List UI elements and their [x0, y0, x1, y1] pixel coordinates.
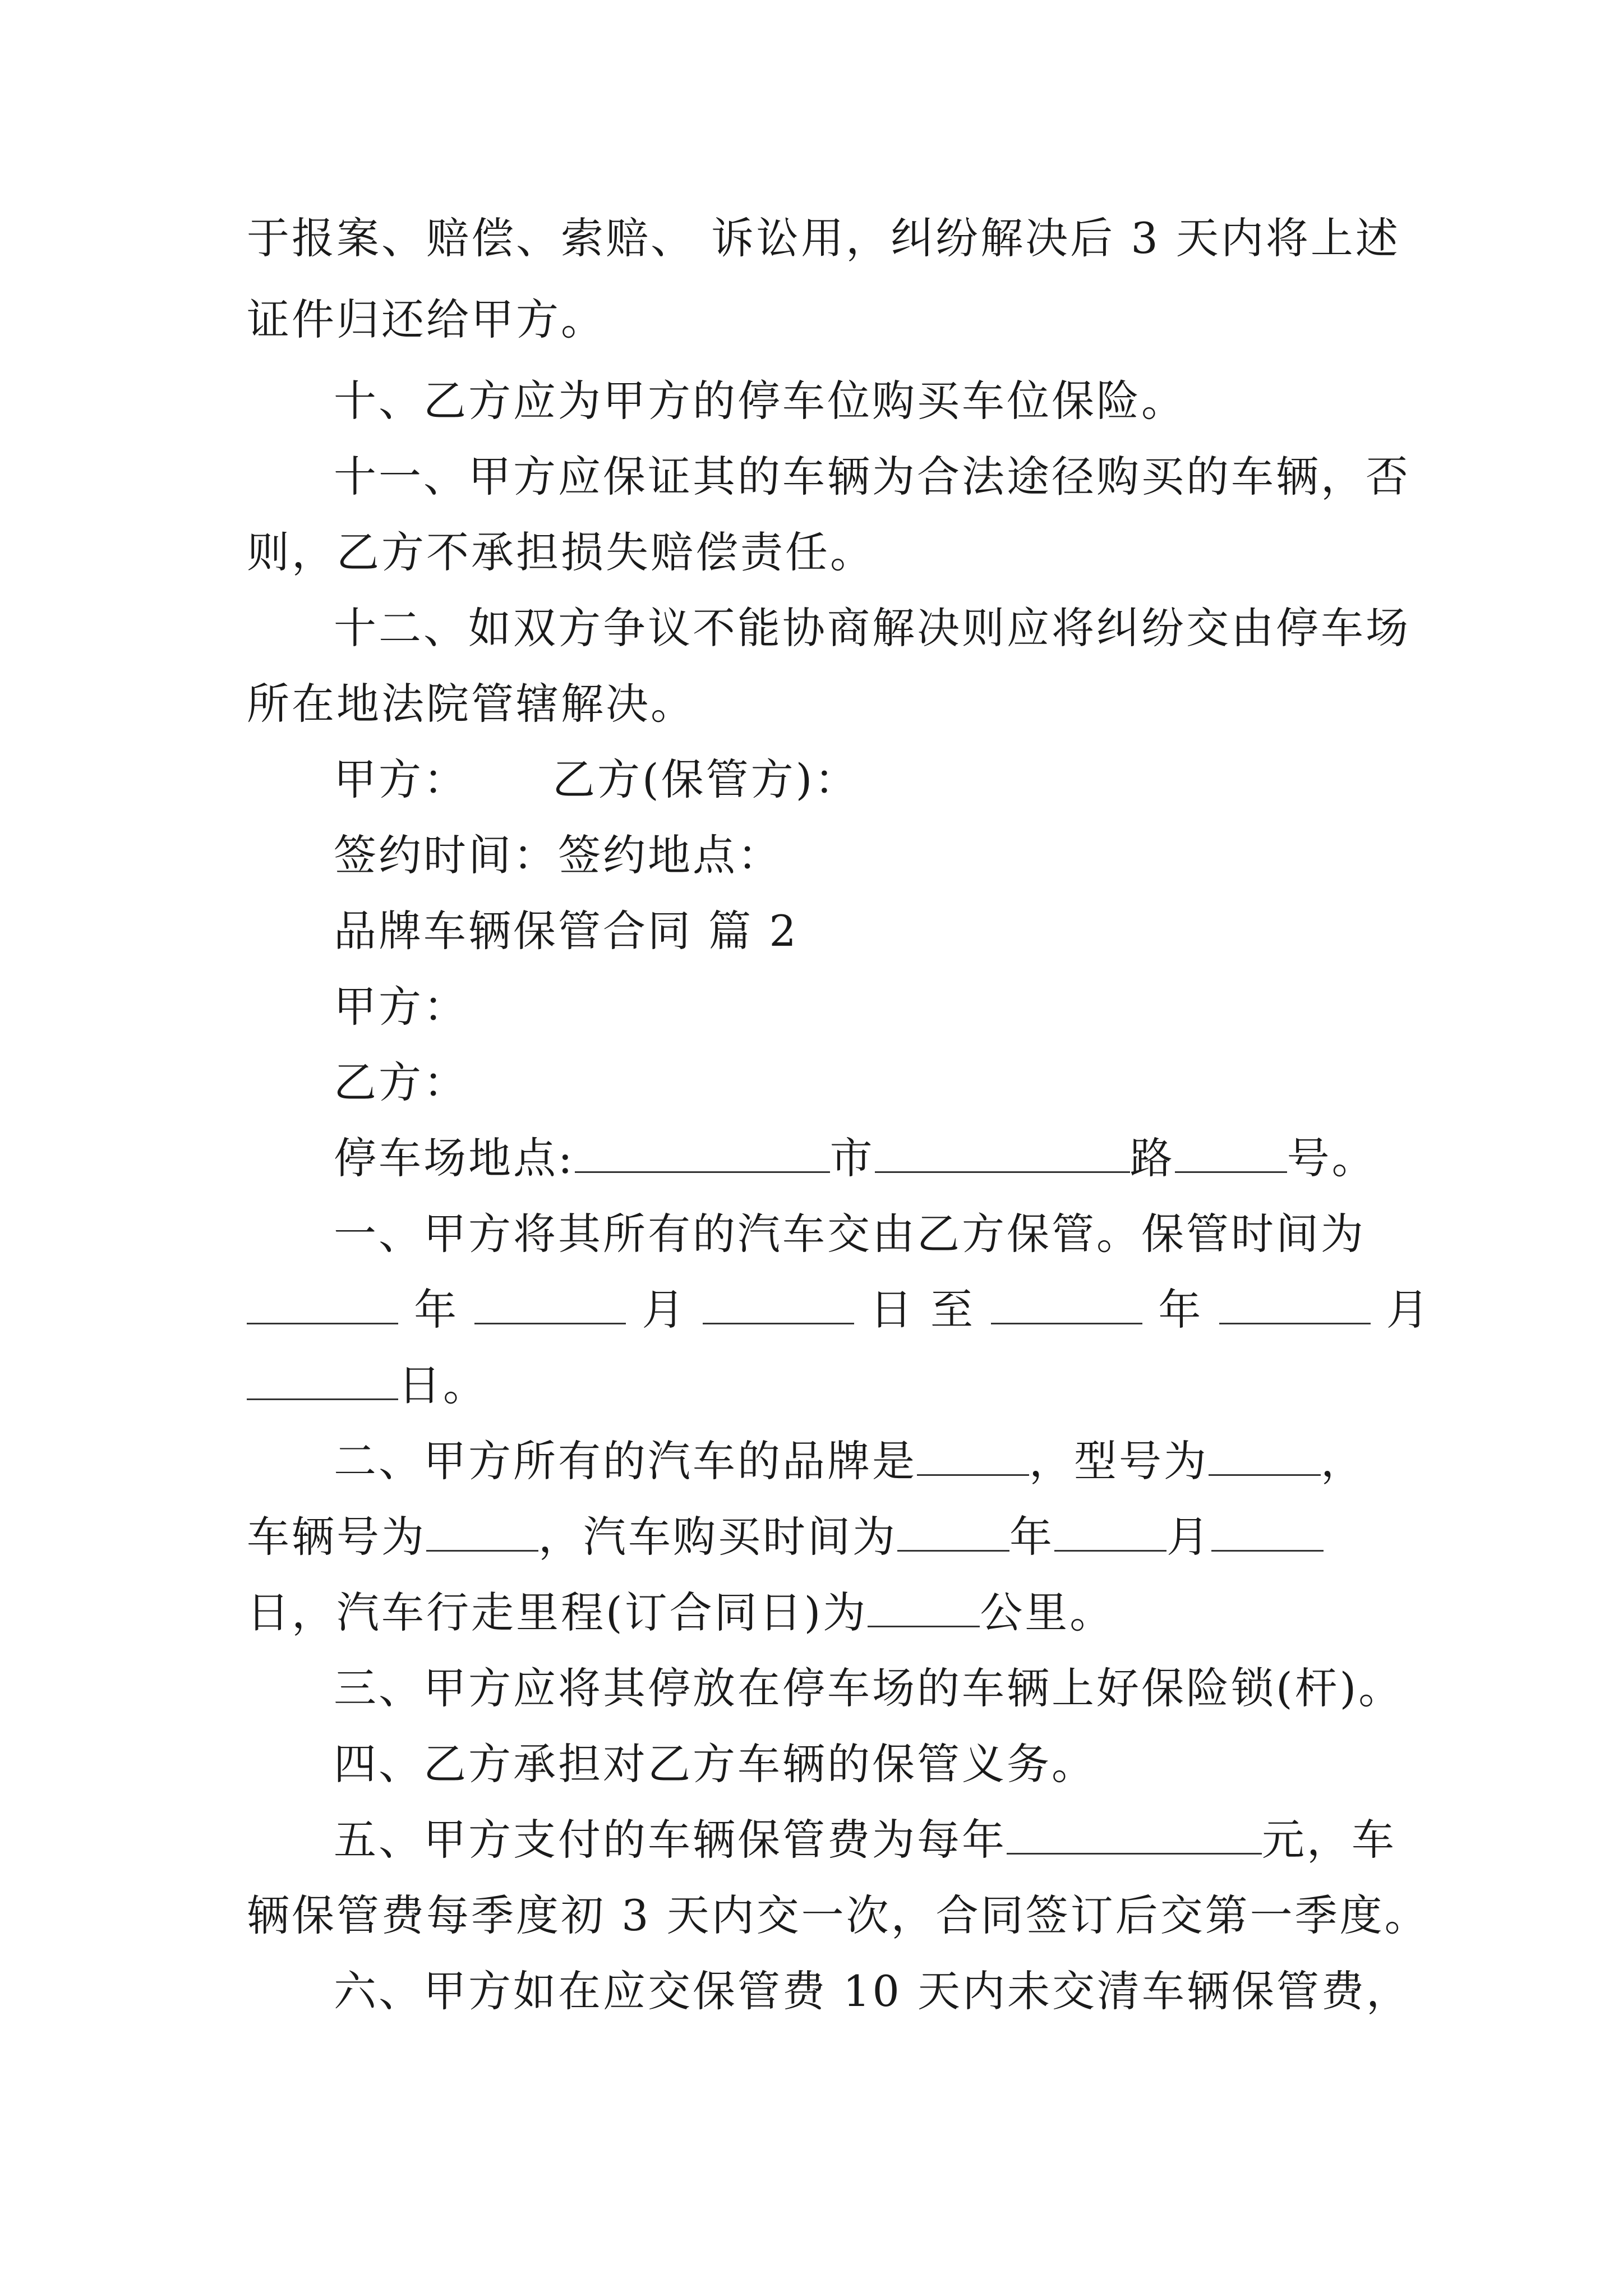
clause-10	[334, 373, 1186, 429]
label: 停车场地点:	[334, 1133, 575, 1183]
label: 二、甲方所有的汽车的品牌是	[334, 1436, 917, 1486]
clause-4	[334, 1736, 1096, 1792]
label: 市	[829, 1133, 875, 1183]
text-line	[247, 210, 1400, 266]
text: 十二、如双方争议不能协商解决则应将纠纷交由停车场	[334, 603, 1410, 653]
fill-blank[interactable]	[1007, 1818, 1262, 1855]
label: 路	[1129, 1133, 1175, 1183]
text: 辆保管费每季度初 3 天内交一次，合同签订后交第一季度。	[247, 1890, 1430, 1940]
text: 证件归还给甲方。	[247, 295, 606, 344]
clause-6	[334, 1963, 1411, 2019]
signing-info	[334, 827, 782, 884]
fill-blank[interactable]	[875, 1137, 1130, 1173]
section-title	[334, 903, 799, 959]
date-end	[247, 1358, 488, 1414]
party-b-line	[334, 1055, 468, 1111]
label: ，型号为	[1029, 1436, 1209, 1486]
clause-2	[334, 1433, 1366, 1489]
label: 日，汽车行走里程(订合同日)为	[247, 1588, 868, 1637]
label: 月	[1386, 1285, 1431, 1335]
label: 年	[1009, 1512, 1054, 1562]
text: 所在地法院管辖解决。	[247, 679, 695, 729]
label: 年	[414, 1285, 459, 1335]
fill-blank[interactable]	[1175, 1137, 1287, 1173]
fill-blank[interactable]	[247, 1364, 398, 1400]
label: 五、甲方支付的车辆保管费为每年	[334, 1815, 1007, 1865]
label: 月	[1166, 1512, 1211, 1562]
text: 十、乙方应为甲方的停车位购买车位保险。	[334, 376, 1186, 426]
clause-3	[334, 1660, 1403, 1717]
text-line	[247, 524, 875, 581]
fill-blank[interactable]	[897, 1515, 1009, 1552]
party-a-label: 甲方：	[334, 754, 468, 804]
vehicle-info	[247, 1509, 1324, 1565]
text: 十一、甲方应保证其的车辆为合法途径购买的车辆，否	[334, 452, 1410, 501]
date-range	[247, 1282, 1431, 1338]
label: 月	[642, 1285, 687, 1335]
fill-blank[interactable]	[1211, 1515, 1324, 1552]
party-a-line	[334, 979, 468, 1035]
fill-blank[interactable]	[917, 1439, 1029, 1476]
party-b-label: 乙方(保管方)：	[552, 754, 860, 804]
fill-blank[interactable]	[1219, 1288, 1371, 1324]
text: 于报案、赔偿、索赔、 诉讼用，纠纷解决后 3 天内将上述	[247, 213, 1400, 263]
fill-blank[interactable]	[703, 1288, 854, 1324]
fill-blank[interactable]	[247, 1288, 398, 1324]
fill-blank[interactable]	[474, 1288, 626, 1324]
label: ，	[1321, 1436, 1366, 1486]
fill-blank[interactable]	[575, 1137, 830, 1173]
label: ，汽车购买时间为	[538, 1512, 897, 1562]
text: 四、乙方承担对乙方车辆的保管义务。	[334, 1739, 1096, 1789]
clause-5	[334, 1812, 1396, 1868]
fill-blank[interactable]	[868, 1591, 980, 1627]
text-line	[247, 292, 606, 348]
label: 车辆号为	[247, 1512, 426, 1562]
label: 公里。	[980, 1588, 1115, 1637]
text: 签约时间：签约地点：	[334, 830, 782, 880]
text: 则，乙方不承担损失赔偿责任。	[247, 527, 875, 577]
fill-blank[interactable]	[991, 1288, 1142, 1324]
text-line	[247, 676, 695, 732]
label: 元，车	[1262, 1815, 1396, 1865]
text: 三、甲方应将其停放在停车场的车辆上好保险锁(杆)。	[334, 1663, 1404, 1713]
fill-blank[interactable]	[1209, 1439, 1321, 1476]
label: 日。	[398, 1360, 488, 1410]
parking-location	[334, 1130, 1377, 1186]
text: 品牌车辆保管合同 篇 2	[334, 906, 799, 956]
clause-11	[334, 449, 1410, 505]
text-line	[247, 1888, 1430, 1944]
signature-parties	[334, 752, 859, 808]
clause-1	[334, 1206, 1366, 1262]
text: 一、甲方将其所有的汽车交由乙方保管。保管时间为	[334, 1209, 1366, 1259]
label: 年	[1158, 1285, 1204, 1335]
text: 乙方：	[334, 1057, 468, 1107]
text: 甲方：	[334, 982, 468, 1032]
fill-blank[interactable]	[1054, 1515, 1166, 1552]
label: 号。	[1287, 1133, 1377, 1183]
label: 日 至	[869, 1285, 976, 1335]
mileage	[247, 1585, 1114, 1641]
text: 六、甲方如在应交保管费 10 天内未交清车辆保管费，	[334, 1966, 1412, 2016]
fill-blank[interactable]	[426, 1515, 538, 1552]
clause-12	[334, 600, 1410, 656]
